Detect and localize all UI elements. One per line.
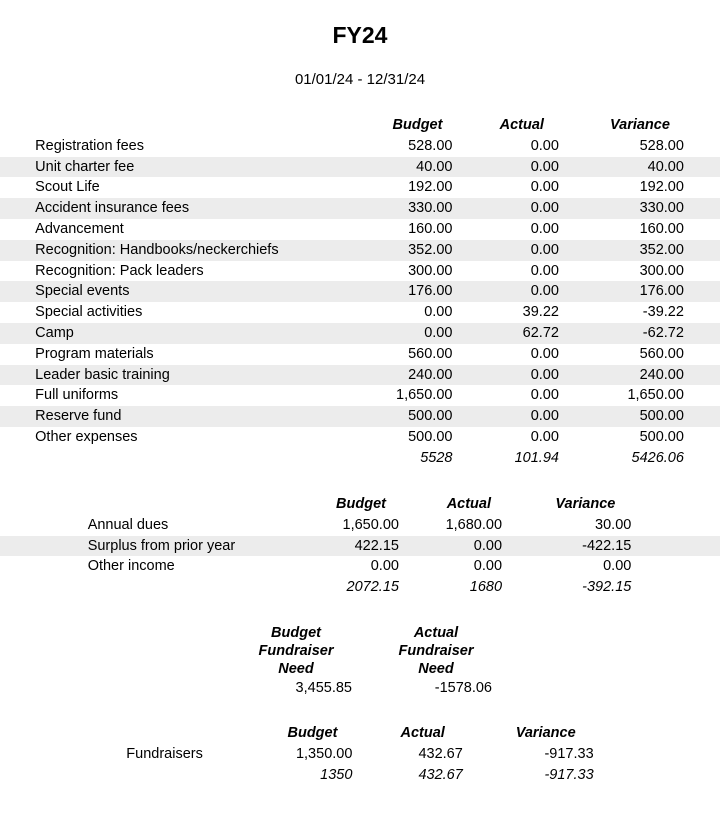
expense-row-label: Recognition: Pack leaders [35,262,204,279]
income-row-actual: 0.00 [399,536,502,557]
budget-fundraiser-need [240,624,352,698]
expense-row-budget: 1,650.00 [396,387,453,404]
expense-row [0,427,720,448]
expense-row-budget: 40.00 [320,157,453,178]
expense-row-actual: 0.00 [530,137,559,154]
expense-total-actual: 101.94 [514,449,559,466]
fundraiser-row [0,744,720,765]
fundraiser-row-budget: 1,350.00 [295,745,353,762]
actual-need-value: -1578.06 [434,680,492,696]
expense-row [0,323,720,344]
expense-row-label: Special events [35,281,319,302]
expense-row-budget: 0.00 [424,304,453,321]
expense-row-variance: 160.00 [639,220,684,237]
actual-need-header-1: Actual [413,625,459,641]
expense-row-label: Scout Life [35,179,100,196]
expense-row-variance: 300.00 [639,262,684,279]
expense-row-actual: 0.00 [530,179,559,196]
expense-row-variance: 500.00 [559,406,684,427]
expense-row-variance: 40.00 [559,157,684,178]
expense-row [0,365,720,386]
expense-row-label: Other expenses [35,428,138,445]
expense-row-label: Full uniforms [35,387,119,404]
expense-row-actual: 0.00 [530,220,559,237]
fundraiser-total-actual: 432.67 [418,766,463,783]
expense-row [0,406,720,427]
income-total-variance: -392.15 [582,579,632,596]
budget-need-header-3: Need [278,661,314,677]
expense-row-budget: 240.00 [320,365,453,386]
expense-row [0,344,720,365]
fundraiser-total-row [0,765,720,786]
income-row [0,515,720,536]
income-budget-header: Budget [336,496,386,512]
income-actual-header: Actual [446,496,492,512]
income-row-actual: 0.00 [473,558,503,575]
fundraisers-actual-header: Actual [400,725,445,741]
income-row-label: Other income [87,558,175,575]
expense-row-variance: 176.00 [559,281,684,302]
expense-row-variance: 192.00 [639,179,684,196]
page-title: FY24 [332,22,388,48]
expenses-table [0,115,720,469]
income-row-variance: 30.00 [595,516,632,533]
expense-row-actual: 0.00 [452,157,559,178]
expense-total-budget: 5528 [420,449,453,466]
expense-row-actual: 0.00 [452,365,559,386]
expenses-actual-header: Actual [499,117,544,133]
income-total-budget: 2072.15 [346,579,399,596]
expense-row-label: Special activities [35,304,143,321]
expense-row [0,302,720,323]
income-header-row [0,494,720,515]
budget-need-header-1: Budget [271,625,321,641]
expense-row-actual: 39.22 [522,304,559,321]
fundraiser-row-label: Fundraisers [126,745,203,762]
expense-row-label: Accident insurance fees [35,198,319,219]
expense-row-label: Registration fees [35,137,144,154]
expense-row [0,198,720,219]
expenses-variance-header: Variance [610,117,670,133]
income-row-budget: 422.15 [292,536,399,557]
fundraisers-variance-header: Variance [515,725,576,741]
expense-row-variance: -39.22 [642,304,684,321]
expense-row-variance: 330.00 [559,198,684,219]
expense-row-actual: 0.00 [452,281,559,302]
income-row-variance: -422.15 [502,536,631,557]
expense-row [0,219,720,240]
income-table [0,494,720,598]
expense-row-budget: 0.00 [320,323,453,344]
income-row-label: Surplus from prior year [88,536,292,557]
expense-row-actual: 0.00 [452,406,559,427]
fundraisers-table [0,723,720,785]
fundraiser-total-budget: 1350 [320,766,353,783]
expense-row-variance: 528.00 [639,137,684,154]
expense-row-label: Advancement [35,220,124,237]
income-row [0,536,720,557]
expense-row-budget: 528.00 [408,137,453,154]
actual-need-header-2: Fundraiser [398,643,474,659]
expense-row-label: Leader basic training [35,365,319,386]
budget-need-value: 3,455.85 [295,680,352,696]
expense-row [0,281,720,302]
expense-row-budget: 176.00 [320,281,453,302]
expense-row-budget: 192.00 [408,179,453,196]
budget-need-header-2: Fundraiser [258,643,334,659]
fundraisers-budget-header: Budget [287,725,338,741]
expenses-budget-header: Budget [392,117,443,133]
expense-row-variance: 352.00 [559,240,684,261]
income-total-actual: 1680 [469,579,503,596]
income-total-row [0,577,720,598]
income-row-actual: 1,680.00 [445,516,503,533]
expense-row-actual: 62.72 [452,323,559,344]
income-row [0,556,720,577]
expense-row-budget: 500.00 [408,428,453,445]
expense-row-budget: 352.00 [320,240,453,261]
income-row-budget: 1,650.00 [342,516,399,533]
expense-row-actual: 0.00 [530,345,559,362]
expense-row [0,261,720,282]
fundraiser-row-actual: 432.67 [418,745,463,762]
expense-row-actual: 0.00 [530,262,559,279]
fundraisers-header-row [0,723,720,744]
expense-row [0,385,720,406]
expense-row-variance: 240.00 [559,365,684,386]
expense-row-budget: 500.00 [320,406,453,427]
income-row-budget: 0.00 [370,558,399,575]
expense-row-budget: 330.00 [320,198,453,219]
expense-row-actual: 0.00 [452,198,559,219]
expense-row-label: Reserve fund [35,406,319,427]
expense-total-row [0,448,720,469]
date-range: 01/01/24 - 12/31/24 [294,71,426,88]
actual-need-header-3: Need [418,661,454,677]
expense-row [0,177,720,198]
expense-row-actual: 0.00 [452,240,559,261]
expense-total-variance: 5426.06 [631,449,684,466]
expense-row-actual: 0.00 [530,428,559,445]
expense-row [0,157,720,178]
fundraiser-row-variance: -917.33 [544,745,594,762]
expense-row-budget: 160.00 [408,220,453,237]
expense-row-budget: 300.00 [408,262,453,279]
income-row-label: Annual dues [87,516,169,533]
fundraiser-total-variance: -917.33 [544,766,594,783]
expense-row-variance: 560.00 [639,345,684,362]
expense-row-variance: 500.00 [639,428,684,445]
income-variance-header: Variance [555,496,616,512]
expense-row [0,136,720,157]
expense-row-variance: 1,650.00 [627,387,684,404]
expense-row-label: Program materials [35,345,154,362]
expense-row-budget: 560.00 [408,345,453,362]
expense-row-label: Recognition: Handbooks/neckerchiefs [35,240,319,261]
income-row-variance: 0.00 [603,558,632,575]
expense-row-actual: 0.00 [530,387,559,404]
expense-row [0,240,720,261]
expense-row-label: Camp [35,323,319,344]
expenses-header-row [0,115,720,136]
actual-fundraiser-need [380,624,492,698]
expense-row-variance: -62.72 [559,323,684,344]
expense-row-label: Unit charter fee [35,157,319,178]
